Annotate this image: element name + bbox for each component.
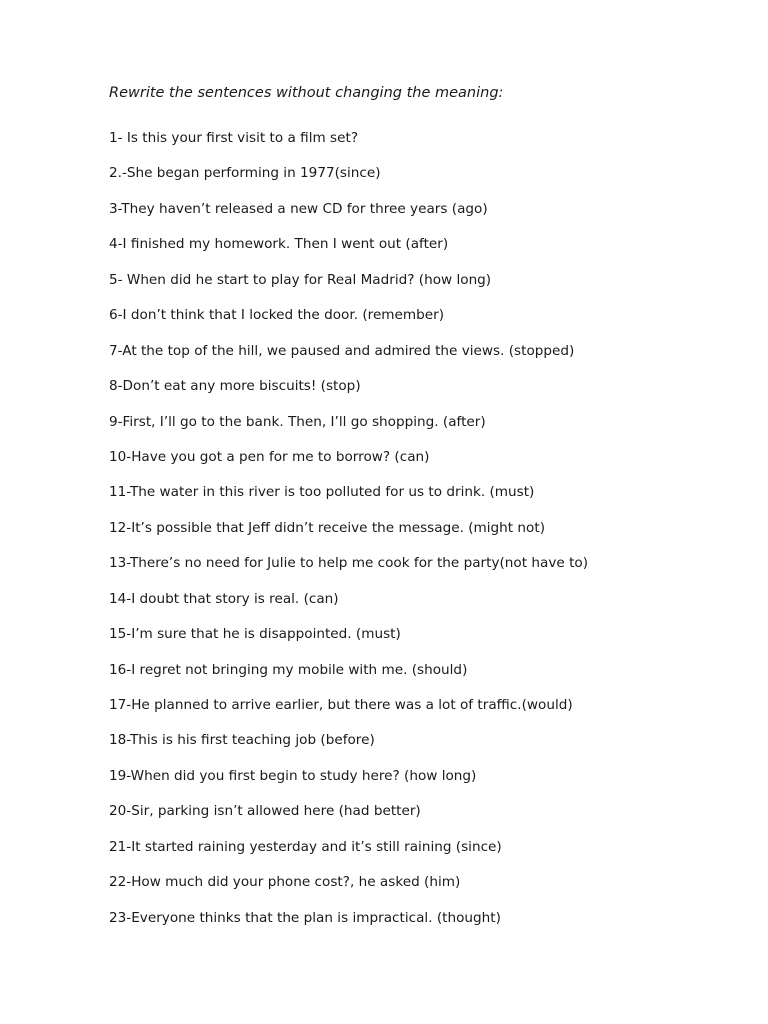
exercise-item: 13-There’s no need for Julie to help me cook for the party(not have to): [109, 555, 589, 572]
exercise-item: 23-Everyone thinks that the plan is impractical. (thought): [109, 909, 501, 926]
exercise-item: 4-I finished my homework. Then I went out (after): [109, 236, 449, 253]
exercise-item: 11-The water in this river is too polluted for us to drink. (must): [109, 484, 535, 501]
exercise-item: 3-They haven’t released a new CD for three years (ago): [109, 200, 488, 217]
exercise-item: 21-It started raining yesterday and it’s still raining (since): [109, 838, 502, 855]
exercise-item: 6-I don’t think that I locked the door. (remember): [109, 307, 445, 324]
worksheet-title: Rewrite the sentences without changing the meaning:: [109, 85, 504, 101]
exercise-item: 12-It’s possible that Jeff didn’t receive the message. (might not): [109, 519, 545, 536]
exercise-item: 14-I doubt that story is real. (can): [109, 590, 339, 607]
exercise-item: 5- When did he start to play for Real Madrid? (how long): [109, 271, 492, 288]
exercise-item: 10-Have you got a pen for me to borrow? (can): [109, 448, 430, 465]
exercise-item: 22-How much did your phone cost?, he asked (him): [109, 874, 461, 891]
exercise-item: 20-Sir, parking isn’t allowed here (had better): [109, 803, 421, 820]
exercise-item: 1- Is this your first visit to a film set?: [109, 130, 359, 146]
exercise-item: 19-When did you first begin to study here? (how long): [109, 767, 477, 784]
exercise-item: 8-Don’t eat any more biscuits! (stop): [109, 378, 361, 395]
exercise-list: [109, 121, 588, 936]
exercise-item: 16-I regret not bringing my mobile with me. (should): [109, 661, 468, 678]
exercise-item: 9-First, I’ll go to the bank. Then, I’ll go shopping. (after): [109, 413, 486, 430]
exercise-item: 17-He planned to arrive earlier, but there was a lot of traffic.(would): [109, 697, 573, 713]
exercise-item: 2.-She began performing in 1977(since): [109, 165, 381, 182]
exercise-item: 7-At the top of the hill, we paused and admired the views. (stopped): [109, 342, 575, 359]
exercise-item: 18-This is his first teaching job (before): [109, 732, 375, 749]
exercise-item: 15-I’m sure that he is disappointed. (must): [109, 626, 401, 643]
